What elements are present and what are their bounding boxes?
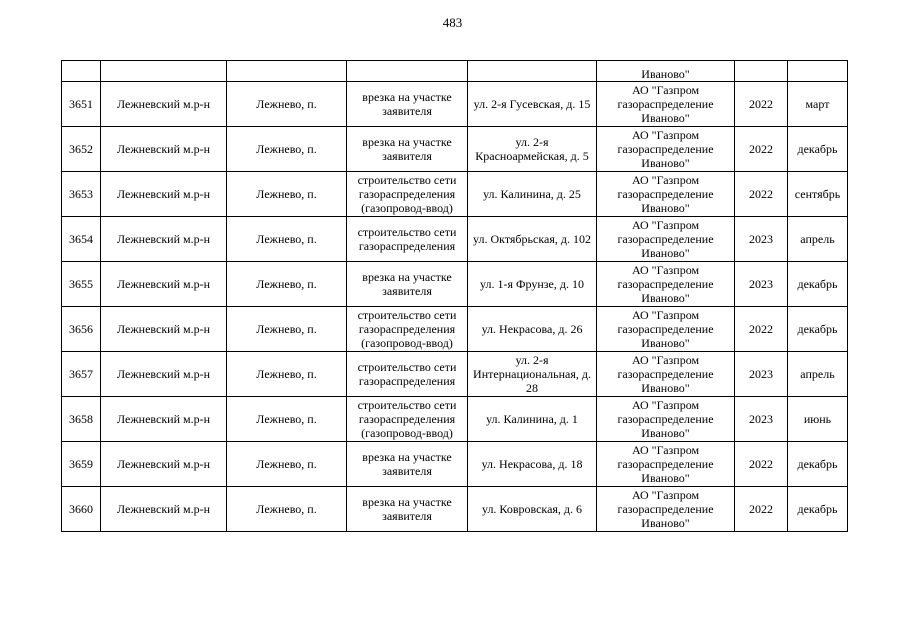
table-row bbox=[62, 487, 848, 532]
cell-locality: Лежнево, п. bbox=[227, 352, 347, 397]
cell-locality: Лежнево, п. bbox=[227, 397, 347, 442]
cell-year: 2022 bbox=[735, 127, 788, 172]
cell-year: 2022 bbox=[735, 82, 788, 127]
cell-organization: АО "Газпром газораспределение Иваново" bbox=[597, 172, 735, 217]
cell-organization: АО "Газпром газораспределение Иваново" bbox=[597, 127, 735, 172]
cell-year: 2023 bbox=[735, 352, 788, 397]
cell-num: 3657 bbox=[62, 352, 101, 397]
table-row bbox=[62, 172, 848, 217]
cell-num: 3660 bbox=[62, 487, 101, 532]
cell-district: Лежневский м.р-н bbox=[101, 307, 227, 352]
table-row bbox=[62, 352, 848, 397]
cell-month: март bbox=[788, 82, 848, 127]
cell-address: ул. 1-я Фрунзе, д. 10 bbox=[468, 262, 597, 307]
table-row bbox=[62, 127, 848, 172]
cell-year: 2022 bbox=[735, 487, 788, 532]
cell-address: ул. 2-я Интернациональная, д. 28 bbox=[468, 352, 597, 397]
cell-locality: Лежнево, п. bbox=[227, 217, 347, 262]
cell-district: Лежневский м.р-н bbox=[101, 82, 227, 127]
cell-locality: Лежнево, п. bbox=[227, 487, 347, 532]
cell-num: 3659 bbox=[62, 442, 101, 487]
table-row bbox=[62, 82, 848, 127]
cell-year: 2022 bbox=[735, 172, 788, 217]
cell-district: Лежневский м.р-н bbox=[101, 172, 227, 217]
cell-organization: Иваново" bbox=[597, 61, 735, 82]
cell-year: 2022 bbox=[735, 442, 788, 487]
cell-district: Лежневский м.р-н bbox=[101, 262, 227, 307]
cell-district bbox=[101, 61, 227, 82]
cell-num: 3652 bbox=[62, 127, 101, 172]
cell-month: апрель bbox=[788, 352, 848, 397]
table-row bbox=[62, 262, 848, 307]
cell-month bbox=[788, 61, 848, 82]
cell-district: Лежневский м.р-н bbox=[101, 487, 227, 532]
cell-month: декабрь bbox=[788, 487, 848, 532]
cell-organization: АО "Газпром газораспределение Иваново" bbox=[597, 442, 735, 487]
cell-district: Лежневский м.р-н bbox=[101, 442, 227, 487]
table-row bbox=[62, 397, 848, 442]
cell-work-type: строительство сети газораспределения (газопровод-ввод) bbox=[347, 397, 468, 442]
cell-month: декабрь bbox=[788, 127, 848, 172]
cell-work-type: врезка на участке заявителя bbox=[347, 262, 468, 307]
cell-year: 2023 bbox=[735, 262, 788, 307]
cell-address bbox=[468, 61, 597, 82]
cell-locality: Лежнево, п. bbox=[227, 262, 347, 307]
cell-work-type: врезка на участке заявителя bbox=[347, 442, 468, 487]
cell-work-type: строительство сети газораспределения (газопровод-ввод) bbox=[347, 172, 468, 217]
cell-num: 3658 bbox=[62, 397, 101, 442]
cell-locality: Лежнево, п. bbox=[227, 172, 347, 217]
cell-work-type: врезка на участке заявителя bbox=[347, 82, 468, 127]
cell-month: июнь bbox=[788, 397, 848, 442]
cell-year: 2022 bbox=[735, 307, 788, 352]
cell-num bbox=[62, 61, 101, 82]
cell-organization: АО "Газпром газораспределение Иваново" bbox=[597, 397, 735, 442]
table-row bbox=[62, 442, 848, 487]
cell-district: Лежневский м.р-н bbox=[101, 397, 227, 442]
cell-address: ул. Некрасова, д. 26 bbox=[468, 307, 597, 352]
table-row bbox=[62, 307, 848, 352]
cell-locality bbox=[227, 61, 347, 82]
cell-year: 2023 bbox=[735, 217, 788, 262]
cell-month: апрель bbox=[788, 217, 848, 262]
cell-address: ул. Ковровская, д. 6 bbox=[468, 487, 597, 532]
cell-work-type bbox=[347, 61, 468, 82]
cell-num: 3653 bbox=[62, 172, 101, 217]
cell-organization: АО "Газпром газораспределение Иваново" bbox=[597, 217, 735, 262]
cell-organization: АО "Газпром газораспределение Иваново" bbox=[597, 82, 735, 127]
cell-organization: АО "Газпром газораспределение Иваново" bbox=[597, 262, 735, 307]
cell-district: Лежневский м.р-н bbox=[101, 127, 227, 172]
cell-district: Лежневский м.р-н bbox=[101, 352, 227, 397]
continuation-row bbox=[62, 61, 848, 82]
cell-organization: АО "Газпром газораспределение Иваново" bbox=[597, 487, 735, 532]
cell-address: ул. Октябрьская, д. 102 bbox=[468, 217, 597, 262]
cell-num: 3651 bbox=[62, 82, 101, 127]
cell-address: ул. 2-я Красноармейская, д. 5 bbox=[468, 127, 597, 172]
cell-month: декабрь bbox=[788, 442, 848, 487]
gasification-table bbox=[61, 60, 848, 532]
cell-work-type: строительство сети газораспределения bbox=[347, 352, 468, 397]
table-body bbox=[62, 61, 848, 532]
cell-month: декабрь bbox=[788, 307, 848, 352]
cell-locality: Лежнево, п. bbox=[227, 442, 347, 487]
cell-month: декабрь bbox=[788, 262, 848, 307]
cell-district: Лежневский м.р-н bbox=[101, 217, 227, 262]
cell-organization: АО "Газпром газораспределение Иваново" bbox=[597, 352, 735, 397]
cell-year bbox=[735, 61, 788, 82]
cell-locality: Лежнево, п. bbox=[227, 82, 347, 127]
cell-month: сентябрь bbox=[788, 172, 848, 217]
cell-work-type: врезка на участке заявителя bbox=[347, 487, 468, 532]
cell-num: 3655 bbox=[62, 262, 101, 307]
cell-address: ул. Некрасова, д. 18 bbox=[468, 442, 597, 487]
cell-organization: АО "Газпром газораспределение Иваново" bbox=[597, 307, 735, 352]
cell-num: 3656 bbox=[62, 307, 101, 352]
cell-address: ул. 2-я Гусевская, д. 15 bbox=[468, 82, 597, 127]
cell-locality: Лежнево, п. bbox=[227, 307, 347, 352]
cell-locality: Лежнево, п. bbox=[227, 127, 347, 172]
page-number: 483 bbox=[442, 15, 463, 30]
cell-address: ул. Калинина, д. 25 bbox=[468, 172, 597, 217]
cell-address: ул. Калинина, д. 1 bbox=[468, 397, 597, 442]
cell-work-type: строительство сети газораспределения bbox=[347, 217, 468, 262]
cell-num: 3654 bbox=[62, 217, 101, 262]
table-row bbox=[62, 217, 848, 262]
cell-work-type: врезка на участке заявителя bbox=[347, 127, 468, 172]
cell-year: 2023 bbox=[735, 397, 788, 442]
cell-work-type: строительство сети газораспределения (газопровод-ввод) bbox=[347, 307, 468, 352]
